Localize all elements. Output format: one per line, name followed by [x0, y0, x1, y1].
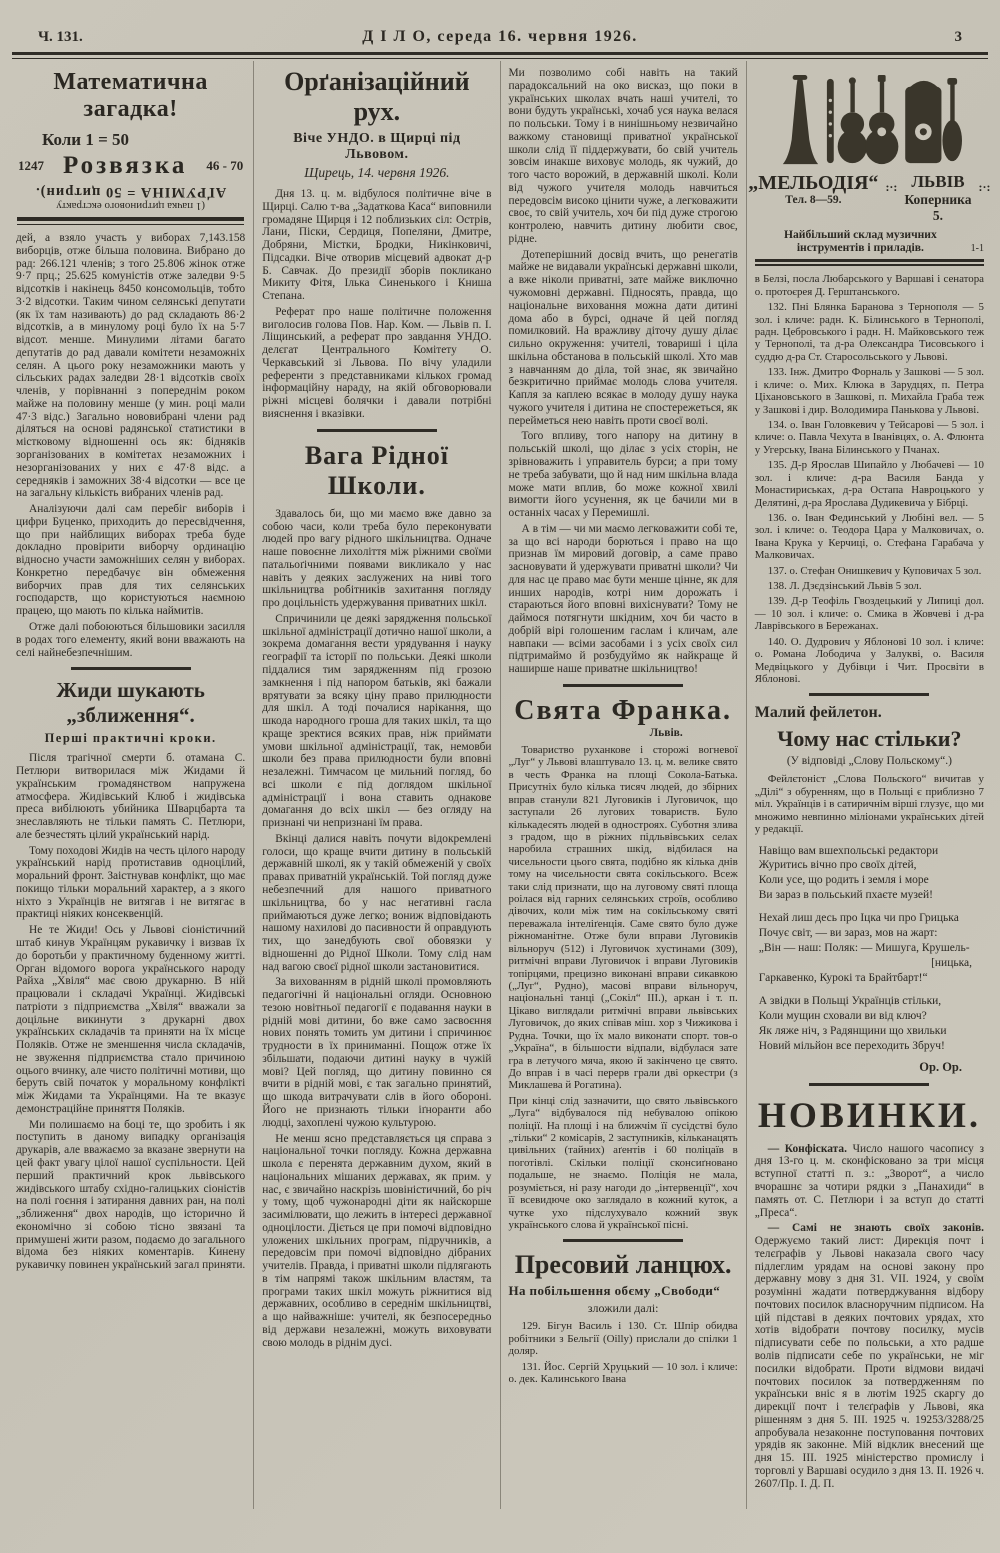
news-item-text: Одержуємо такий лист: Дирекція почт і телєґрафів у Львові наказала свого часу підлеглим урядам на основі закону про державну мову з дня 31. VII. 1924, у своїм розумінні жадати потверджування відбору почтових посилок власноручним підписом. На цій підставі в деяких почтових урядах, хто хотів відобрати почтову посилку, мусів підписувати себе по польськи, а хто радше волів підписати себе по українськи, не міг посилки відобрати. Проти відмови видачі почтових посилок за потвердженням по українськи вніс я в лютім 1925 скаргу до дирекції почт і телєґрафів у Львові, яка рішенням з дня 5. ІІІ. 1925 ч. 19253/3288/25 апробувала незаконне поступовання почтових урядів як законне. Мій відклик внесений ще дня 15. ІІІ. 1925 міністерство промислу і торговлі у Варшаві осудило з дня 13. ІІ. 1926 ч. 2607/Пр. І. Д. П. [754, 1235, 984, 1490]
article-elections [16, 232, 245, 659]
puzzle-condition: Коли 1 = 50 [42, 130, 130, 149]
press-chain-item: 138. Л. Дзєдзінський Львів 5 зол. [767, 580, 922, 593]
column-2 [253, 61, 499, 1509]
article-divider [317, 429, 437, 432]
verse-line: [ницька, [931, 957, 972, 970]
article-headline: Орґанізаційний рух. [284, 67, 470, 126]
article-feuilleton [755, 704, 984, 1074]
feuilleton-intro: Фейлєтоніст „Слова Польского“ вичитав у „Ділі“ з обуренням, що в Польщі є приблизно 7 міл. Українців і в сатиричнім вірші глузує, що ми множимо невпинно міліонами українських дітей у редакції. [754, 773, 984, 836]
article-divider [563, 684, 683, 687]
press-chain-intro: зложили далі: [587, 1301, 659, 1316]
article-paragraph: За вихованням в рідній школі промовляють педагогічні й національні огляди. Основною тезою новітньої педагогії є подавання науки в рідній мові дитини, бо вже само засвоєння нових понять томить ум дитини і спричинює трудности в їх приниманні. Пощож отже їх збільшати, подаючи дитині науку в чужій мові? Цей погляд, що дитину повинно ся вчити в рідній мові, є так загально принятий, що шкода витрачувати слів в його обороні. Його не признають тільки іґноранти або людці, захоплені чужою культурою. [262, 976, 492, 1129]
puzzle-answer-line1: АҐРУМІНА = 50 цитрин). [35, 184, 227, 200]
article-paragraph: Товариство руханкове і сторожі вогневої „Луг“ у Львові влаштувало 13. ц. м. велике свято в честь Франка на площі Сокола-Батька. Присутніх було кілька тисяч людей, до збірних вправ станули 821 Луговиків і Луговичок, що заступали 26 лугових товариств. Було кількадесять людей в одностроях. Суботня злива з градом, що в ріжних підльвівських селах наробила страшних шкід, відбилася на чисельности цього свята, подібно як кілька днів тому на чисельности свята сокільського. Всеж таки слід признати, що на луговому святі площа роілася від гарних селянських строїв, особливо дівочих, коли між тим на сокільському святі переважала інтеліґенція. Саме свято було дуже ріжноманітне. Отже були вправи Луговиків вільноруч (512) і Луговичок хустинами (309), ритмічні вправи Луговичок і вправи Луговиків топірцями, прецизно виконані вправи сикавкою („Луг“, Рудно), масові вправи вільноруч, національні танці („Сокіл“ III.), аркан і т. п. Цікаво виглядали ритмічні вправи львівських Луговичок, до яких співав міш. хор з Чижикова і Рудна. Точки, що їх мало виконати спорт. тов-о „Україна“, в більшости відпали, відбулася зате гра в летучого мяча, якою й закінчено це свято. До вправ і в часі перерв грали дві оркестри (з Миклашева й Рогатина). [508, 743, 738, 1092]
article-paragraph: Спричинили це деякі зарядження польської шкільної адміністрації дотично нашої школи, а зокрема домагання вести урядування і науку географії та історії по польськи. Деякі школи піддалися тим зарядженням під грозою замкнення і під напором батьків, які бажали врятувати за всяку ціну право прилюдности для шкіл. А тоді почалися нарікання, що шкода народного гроша для таких шкіл, та що краще зректися всяких прав, ніж приймати умови шкільної адміністрації, так, немовби школи без права прилюдности були вповні незалежні. Тимчасом це мильний погляд, бо всі школи є під доглядом шкільної адміністрації і вона ставить однакове домагання до всіх шкіл — без огляду на признані чи непризнані їм права. [262, 612, 492, 830]
puzzle-title: Математична загадка! [53, 69, 208, 122]
news-item [755, 1222, 984, 1490]
news-item-text: Число нашого часопису з дня 13-го ц. м. сконфісковано за три місця вступної статті п. з.: „Зворот“, а число вчорашнє за чотири рядки з „Панахиди“ в память от. С. Петлюри і за вступ до статті „Преса“. [754, 1142, 984, 1219]
article-headline: Пресовий ланцюх. [514, 1250, 732, 1280]
column-1 [8, 61, 253, 1509]
article-paragraph: Ми полишаємо на боці те, що зробить і як поступить в даному випадку організація друкарів, але вважаємо за вказане звернути на цей факт увагу цілої нашої суспільности. Цей перший практичний крок львівського жидівського штабу східно-галицьких сіоністів на полі гоєння і затирання давних ран, на полі „зближення“ двох народів, що історично й економічно зі собою тісно звязані та примушені жити разом, подаємо до загального відома без ніяких коментарів. Кинену рукавичку повинен український загал приняти. [16, 1118, 246, 1272]
feuilleton-verse [759, 844, 984, 904]
verse-line: Новий мільйон все переходить Збруч! [758, 1039, 945, 1052]
ad-tagline: Найбільший склад музичних інструментів і приладів. [783, 227, 937, 255]
article-press-chain [509, 1250, 738, 1385]
article-dateline: Львів. [649, 726, 683, 739]
math-puzzle-box [16, 69, 245, 212]
article-divider [71, 667, 191, 670]
section-rule [17, 217, 244, 225]
feuilleton-note: (У відповіді „Слову Польскому“.) [786, 755, 952, 768]
article-headline: Жиди шукають „зближення“. [56, 678, 205, 728]
press-chain-item: 140. О. Дудрович у Яблонові 10 зол. і кличе: о. Романа Лободича у Залукві, о. Василя Медвіцького у Дубівци і Чит. Просвіти в Яблонові. [754, 635, 984, 685]
press-chain-item: 131. Йос. Сергій Хруцький — 10 зол. і кличе: о. дек. Калинського Івана [508, 1360, 738, 1386]
ad-separator-glyph: :·: [885, 180, 898, 194]
press-chain-item: 139. Д-р Теофіль Гвоздецький у Липиці дол. — 10 зол. і кличе: о. Смика в Жовчеві і д-ра Лаврівського в Бережанах. [754, 595, 984, 633]
puzzle-number-right: 46 - 70 [206, 158, 244, 173]
puzzle-answer-upside-down [16, 183, 245, 212]
news-item-lead: — Конфіската. [767, 1142, 847, 1155]
article-native-school [262, 441, 491, 1350]
news-section-headline: НОВИНКИ. [757, 1094, 981, 1135]
page-header [0, 0, 1000, 50]
article-divider [809, 693, 929, 696]
press-chain-continuation [755, 273, 984, 685]
section-news [755, 1094, 984, 1491]
article-jews-rapprochement [16, 678, 245, 1272]
puzzle-answer-line2: (1 пачка цитринового екстракту [56, 200, 205, 212]
press-chain-item: 137. о. Стефан Онишкевич у Куповичах 5 зол. [767, 564, 982, 577]
news-item-lead: — Самі не знають своїх законів. [767, 1222, 984, 1235]
feuilleton-verse [759, 911, 984, 986]
musical-instruments-image [776, 73, 962, 171]
melodia-advertisement [748, 73, 991, 255]
article-org-movement [262, 67, 491, 421]
article-paragraph: Реферат про наше політичне положення виголосив голова Пов. Нар. Ком. — Львів п. І. Ліщинський, а реферат про завдання УНДО. делєгат Центрального Комітету О. Черкавський зі Львова. По вічу уладили референти з представниками кількох громад інформаційну нараду, на якій обговорювали ріжні місцеві болячки і давали потрібні вияснення і вказівки. [262, 305, 492, 421]
verse-line: Коли мущин сховали ви від ключ? [758, 1009, 927, 1022]
article-paragraph: Дотеперішний досвід вчить, що ренегатів майже не видавали українські державні школи, а вже ніколи приватні, зате майже виключно чужомовні державні. Підносять, правда, що національне виховання можна дати дитині дома або в бурсі, одначе й цей погляд помилковий. На вражливу діточу душу ділає сильно окруження: учителі, товариші і ціла шкільна обстанова в польській школі. Хто мав з навчанням до діла, той знає, як звичайно безкритично приймає молодь слова учителя. Капля за каплею всякає в молоду душу наука чужого учителя і дитина не спостережеться, як перейметься нею навіть проти своєї волі. [508, 248, 738, 427]
verse-line: Коли усе, що родить і земля і море [758, 874, 929, 887]
page-number: 3 [954, 29, 962, 45]
article-paragraph: дей, а взяло участь у виборах 7,143.158 виборців, отже більша половина. Вибрано до рад: 266.121 членів; з того 25.806 жінок отже 9·7 прц.; 25.625 комуністів отже заледви 9·5 відсотків і накінець 8450 консомольців, тобто 3·2 відсотки. Таким чином селянські депутати (як їх там називають) до рад складають 86·2 відсотків, а в минулому році було їх на 5·7 відсот. менше. Минулими літами багато депутатів до рад давали комітети незаможніх селян. А цього року незаможники мають у сільських радах заледви 28·1 відсотків своїх членів, у порівнанні з попереднім роком майже на половину менше (у мин. році мали 47·3 відс.) Загально нововибрані члени рад діляться на основі радянської статистики в містковому відношенні ось як: бідняків зорганізованих в комітетах незаможних і незорганізованих у них є 47·8 відс. а середняків і заможних 38·4 відсотки — все це на загальну кількість вибраних членів рад. [16, 232, 246, 500]
article-subheadline: Віче УНДО. в Щирці під Львовом. [293, 131, 461, 162]
press-chain-item: 132. Пні Блянка Баранова з Тернополя — 5 зол. і кличе: радн. К. Білинського в Тернополі, радн. Цебровського і радн. Н. Майковського теж у Тернополі, та д-ра Олександра Тисовського і суддю д-ра Ст. Старосольського у Львові. [754, 301, 984, 363]
article-franko-festivities [509, 695, 738, 1231]
article-paragraph: Отже далі побоюються більшовики засилля в родах того елементу, який вони вважають на селі найнебезпечнішим. [16, 620, 246, 659]
article-paragraph: Не те Жиди! Ось у Львові сіоністичний штаб кинув Українцям рукавичку і визвав їх до боротьби у практичному буденному житті. Орган відомого ворога українського народу Райха „Хвіля“ має свою друкарню. В ній працювали і складачі Українці. Жидівські патріоти з підприємства „Хвіля“ вважали за доцільне викинути з друкарні двох українських складачів та приняти на їх місце Поляків. Отже не зменшення числа складачів, не звуження підприємства стало причиною оцього вчинку, але чисто політичні мотиви, що беруть свій початок у моральному конфлікті між Жидами та Українцями. На те вказує демонстраційне приняття Поляків. [16, 924, 246, 1115]
article-paragraph: Вкінці далися навіть почути відокремлені голоси, що краще вчити дитину в польській державній школі, як у такій обмеженій у своїх правах приватній українській. Той погляд дуже небезпечний для нашого приватного шкільництва, бо у нас негативні гасла приймаються дуже легко; вониж відповідають нашому нахилові до пасивности й оправдують тих, що занедбують свої обовязки у відношенні до Рідної Школи. Тому слід нам над вагою своєї рідної школи застановитися. [262, 832, 492, 973]
puzzle-solution-row [16, 152, 245, 180]
verse-line: А звідки в Польщі Українців стільки, [758, 994, 942, 1007]
feuilleton-signature: Ор. Ор. [919, 1059, 962, 1074]
column-3 [500, 61, 746, 1509]
verse-line: Журитись вічно про своїх дітей, [758, 859, 917, 872]
feuilleton-verse [759, 994, 984, 1054]
press-chain-item: 134. о. Іван Головкевич у Тейсарові — 5 зол. і кличе: о. Павла Чехута в Іванівцях, о. А. Флюнта у Угерську, Івана Білинського у Пчанах. [754, 418, 984, 456]
ad-city: ЛЬВІВ [911, 172, 965, 191]
article-headline: Свята Франка. [514, 694, 732, 726]
verse-line: „Він — наш: Поляк: — Мишуга, Крушель- [758, 942, 970, 955]
verse-line: Як ляже ніч, з Радянщини що хвильки [758, 1024, 947, 1037]
verse-line: Ви зараз в польський пхаєте музей! [758, 889, 933, 902]
article-dateline: Щирець, 14. червня 1926. [304, 165, 450, 180]
ad-address-block [904, 173, 971, 224]
article-subheadline: На побільшення обєму „Свободи“ [508, 1283, 721, 1299]
column-4 [746, 61, 992, 1509]
article-paragraph: Ми позволимо собі навіть на такий парадоксальний на око висказ, що поки в українських школах вчать наші учителі, то вони будуть українські, хочаб уся наука велася по польськи. Тому і в нинішньому незвичайно важкому становищі приватної української школи слід її піддержувати, бо свій учитель зовсім инакше виховує молодь, як чужий, до того часто ворожий, в державній школі. Коли від чужого учителя молодь навчиться передовсім високо цінити чуже, а легковажити своє, то свій учитель, хоч би під дуже строгою контролею, навчить дитину любити своє, рідне. [508, 67, 738, 245]
article-paragraph: Тому походові Жидів на честь цілого народу український нарід протиставив одноцілий, моральний фронт. Заістнував конфлікт, що має покищо тільки моральний характер, а з якого ніхто з Українців не витягав і не витягає в практиці ніяких консеквенцій. [16, 844, 246, 921]
press-chain-item: 133. Інж. Дмитро Форналь у Зашкові — 5 зол. і кличе: о. Мих. Клюка в Зарудцях, п. Петра Ціхановського в Зашкові, п. Михайла Граба теж у Зашкові і дир. Володимира Панькова у Львові. [754, 366, 984, 416]
ad-insertion-note: 1-1 [970, 243, 984, 255]
article-paragraph: Того впливу, того напору на дитину в польській школі, що ділає з усіх сторін, не зрівноважить і управитель бурси; а при тому не треба забувати, що й над ним шкільна влада може мати вплив, бо може кожної хвилі вимогти його усунення, як це бачили ми в останніх часах у Перемишлі. [508, 430, 738, 520]
article-paragraph: Не менш ясно представляється ця справа з національної точки погляду. Кожна державна школа є перенята державним духом, який в національних мішаних державах, як прим. у нас, є звичайно наскрізь шовіністичний, бо річ у тому, щоб чужонародні діти як найскорше засимілювати, що лежить в інтересі державної одноцілости. Діється це при помочі відповідно уложених шкільних програм, підручників, а передовсім при помочі відповідно дібраних учителів. Правда, і приватні школи підлягають в тім напрямі також шкільним властям, та програми таких шкіл можуть ріжнитися від державних, особливо в середнім шкільництві, а що найважніше: учителі, як безпосередньо від держави незалежні, можуть виховувати свою молодь в ріднім дусі. [262, 1132, 492, 1349]
puzzle-solution-label: Розвязка [62, 152, 188, 179]
news-item [755, 1143, 984, 1220]
article-paragraph: Здавалось би, що ми маємо вже давно за собою часи, коли треба було переконувати людей про вагу рідного шкільництва. Одначе наше повоєнне лихоліття між ріжними своїми патальоґічними появами викликало у нас навіть у деяких заслужених на ниві того шкільництва робітників захитання погляду про доцільність удержування приватних шкіл. [262, 507, 492, 610]
ad-title-row [748, 172, 991, 224]
columns-container [0, 61, 1000, 1509]
ad-telephone: Тел. 8—59. [785, 194, 842, 206]
article-paragraph: Дня 13. ц. м. відбулося політичне віче в Щирці. Салю т-ва „Задаткова Каса“ виповнили громадяне Щирця і 12 поблизьких сіл: Острів, Лани, Піски, Сердиця, Попеляни, Дмитре, Добряни, Містки, Бродки, Никінковичі, Підсадки. Віче отворив місцевий адвокат д-р Б. Савчак. До президії зборів покликано Микиту Фітя, Ілька Синенького і Книша Степана. [262, 188, 492, 303]
article-subheadline: Перші практичні кроки. [44, 731, 217, 746]
article-paragraph: При кінці слід зазначити, що свято львівського „Луга“ відбувалося під небувалою опікою поліції. На площі і на ближчім її сусідстві було „тільки“ 2 комісарів, 2 заступників, кільканацять цивільних (тайних) аґентів і 60 поліцаїв в поготівлі. Скільки поліції сконсиґновано подальше, не знаємо. Поліція не мала, розуміється, ні разу нагоди до „інтервенції“, хоч її всевидюче око заглядало в кожний куток, а чутке ухо підслухувало кожний звук українського слова й української пісні. [508, 1094, 738, 1232]
ad-name-block [748, 173, 878, 206]
ad-separator-glyph: :·: [978, 180, 991, 194]
feuilleton-kicker: Малий фейлетон. [754, 704, 882, 722]
article-paragraph: Після трагічної смерти б. отамана С. Петлюри витворилася між Жидами й українським громадянством напружена атмосфера. Жидівський Клюб і жидівська преса вибілюють убийника Шварцбарта та знеславляють не тільки память С. Петлюри, але безчестять цілий український нарід. [16, 752, 246, 841]
header-rule [12, 52, 988, 59]
ad-bottom-rule [755, 259, 984, 266]
ad-shop-name: „МЕЛЬОДІЯ“ [748, 172, 879, 194]
puzzle-number-left: 1247 [18, 158, 44, 173]
article-paragraph: Аналізуючи далі сам перебіг виборів і цифри Буценко, приходить до пересвідчення, що при найблищих виборах треба буде докладно провірити виборчу ординацію відносно участи заможніших селян у виборах. Конкретно передбачує він обмеження виборчих прав для тих селянських господарств, що користуються наємною працею, що мають по кілька наймитів. [16, 503, 246, 618]
article-native-school-continued [509, 67, 738, 676]
feuilleton-headline: Чому нас стільки? [777, 726, 962, 752]
press-chain-item: 136. о. Іван Фединський у Любіні вел. — 5 зол. і кличе: о. Теодора Цара у Малковичах, о. Івана Крука у Керчиці, о. Стефана Гарабача у Малковичах. [754, 511, 984, 562]
article-paragraph: А в тім — чи ми маємо легковажити собі те, за що всі народи борються і право на що признав їм мировий договір, а саме право засновувати й удержувати приватні школи? Чи для нас це право має бути менше цінне, як для инших народів, котрі ним дорожать і стараються його вповні вихіснувати? Тому не даймося потягнути шкідним, хоч би часто в добрій вірі голошеним гаслам і кличам, але навпаки — всіми засобами і з усіх своїх сил підтримаймо й розбудуймо як найкраще й наширше наше приватне шкільництво! [508, 522, 738, 676]
verse-line: Почує світ, — ви зараз, мов на жарт: [758, 927, 938, 940]
verse-line: Нехай лиш десь про Іцка чи про Грицька [758, 912, 959, 925]
ad-tagline-row [755, 228, 984, 255]
article-headline: Вага Рідної Школи. [304, 440, 449, 500]
verse-line: Гаркавенко, Курокі та Брайтбарт!“ [758, 972, 928, 985]
ad-street: Коперника 5. [904, 191, 972, 223]
article-divider [563, 1239, 683, 1242]
article-divider [809, 1083, 929, 1086]
press-chain-item: 135. Д-р Ярослав Шипайло у Любачеві — 10 зол. і кличе: д-ра Василя Банда у Монастириськах, д-ра Остапа Навроцького у Делятині, д-ра Ярослава Дудикевича у Бібрці. [754, 459, 984, 509]
press-chain-item: 129. Бігун Василь і 130. Ст. Шпір обидва робітники з Бельгії (Оіllу) прислали до спілки 1 доляр. [508, 1320, 738, 1358]
press-chain-intro-continued: в Белзі, посла Любарського у Варшаві і сенатора о. протоєрея Д. Герштанського. [754, 273, 984, 298]
issue-number: Ч. 131. [38, 29, 83, 45]
verse-line: Навіщо вам вшехпольські редактори [758, 844, 939, 857]
masthead-dateline: Д І Л О, середа 16. червня 1926. [362, 28, 638, 45]
